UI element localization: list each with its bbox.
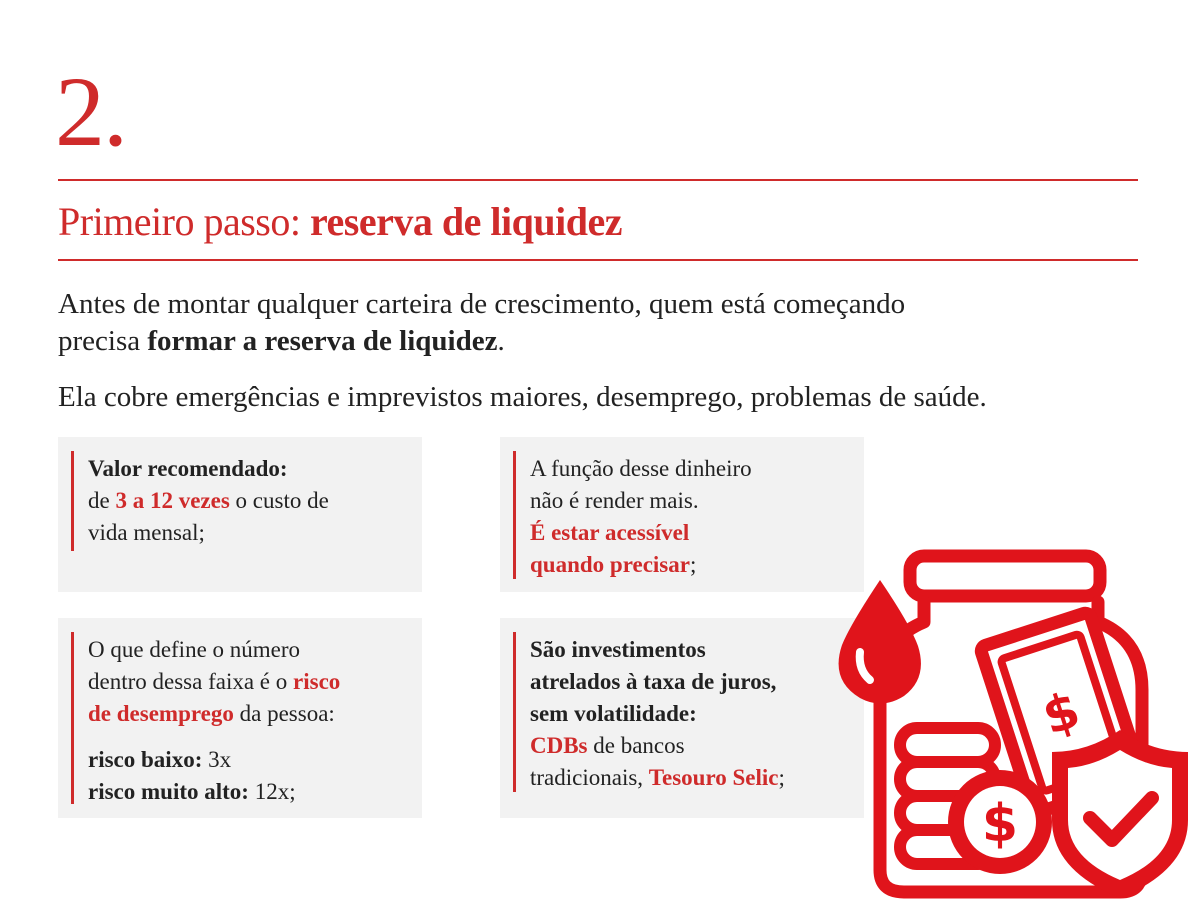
risk-high-value: 12x; — [248, 779, 296, 804]
investments-line5-pre: tradicionais, — [530, 765, 649, 790]
investments-line1: São investimentos — [530, 637, 706, 662]
card-accent-bar — [71, 451, 74, 551]
card-text — [88, 634, 340, 808]
savings-illustration — [820, 540, 1200, 900]
jar-icon — [910, 556, 1100, 596]
recommended-line3: vida mensal; — [88, 520, 205, 545]
card-range-definition — [58, 618, 422, 818]
card-accent-bar — [513, 632, 516, 792]
recommended-pre: de — [88, 488, 116, 513]
investments-line3: sem volatilidade: — [530, 701, 697, 726]
investments-end: ; — [778, 765, 785, 790]
investments-cdb: CDBs — [530, 733, 588, 758]
function-end: ; — [689, 552, 697, 577]
title-divider — [58, 259, 1138, 261]
investments-line2: atrelados à taxa de juros, — [530, 669, 777, 694]
page-title — [58, 198, 622, 245]
recommended-post: o custo de — [229, 488, 329, 513]
defines-line2-pre: dentro dessa faixa é o — [88, 669, 294, 694]
defines-line1: O que define o número — [88, 637, 301, 662]
investments-cdb-post: de bancos — [587, 733, 685, 758]
function-line1: A função desse dinheiro — [530, 456, 752, 481]
card-accent-bar — [513, 451, 516, 579]
top-divider — [58, 179, 1138, 181]
card-investments — [500, 618, 864, 818]
card-accent-bar — [71, 632, 74, 804]
recommended-heading: Valor recomendado: — [88, 456, 288, 481]
title-part2: reserva de liquidez — [310, 199, 622, 244]
risk-low-label: risco baixo: — [88, 747, 203, 772]
defines-line3-highlight: de desemprego — [88, 701, 234, 726]
intro-line-3: Ela cobre emergências e imprevistos maiores, desemprego, problemas de saúde. — [58, 381, 987, 413]
intro-line-2-pre: precisa — [58, 325, 148, 357]
investments-selic: Tesouro Selic — [648, 765, 779, 790]
card-recommended-value — [58, 437, 422, 592]
intro-line-2-post: . — [497, 325, 505, 357]
risk-high-label: risco muito alto: — [88, 779, 249, 804]
drop-icon — [839, 580, 921, 704]
defines-line3-post: da pessoa: — [233, 701, 335, 726]
card-text — [530, 453, 752, 581]
function-highlight1: É estar acessível — [530, 520, 690, 545]
function-line2: não é render mais. — [530, 488, 699, 513]
intro-line-1: Antes de montar qualquer carteira de crescimento, quem está começando — [58, 288, 906, 320]
svg-text:$: $ — [981, 794, 1019, 854]
function-highlight2: quando precisar — [530, 552, 690, 577]
step-number: 2. — [55, 56, 126, 167]
card-text — [530, 634, 785, 794]
risk-low-value: 3x — [202, 747, 232, 772]
defines-line2-highlight: risco — [293, 669, 341, 694]
intro-line-2-bold: formar a reserva de liquidez — [147, 325, 498, 357]
card-text — [88, 453, 329, 549]
recommended-highlight: 3 a 12 vezes — [115, 488, 230, 513]
title-separator: : — [289, 199, 310, 244]
card-money-function — [500, 437, 864, 592]
intro-line-2 — [58, 324, 505, 359]
svg-text:$: $ — [1035, 680, 1087, 747]
title-part1: Primeiro passo — [58, 199, 290, 244]
